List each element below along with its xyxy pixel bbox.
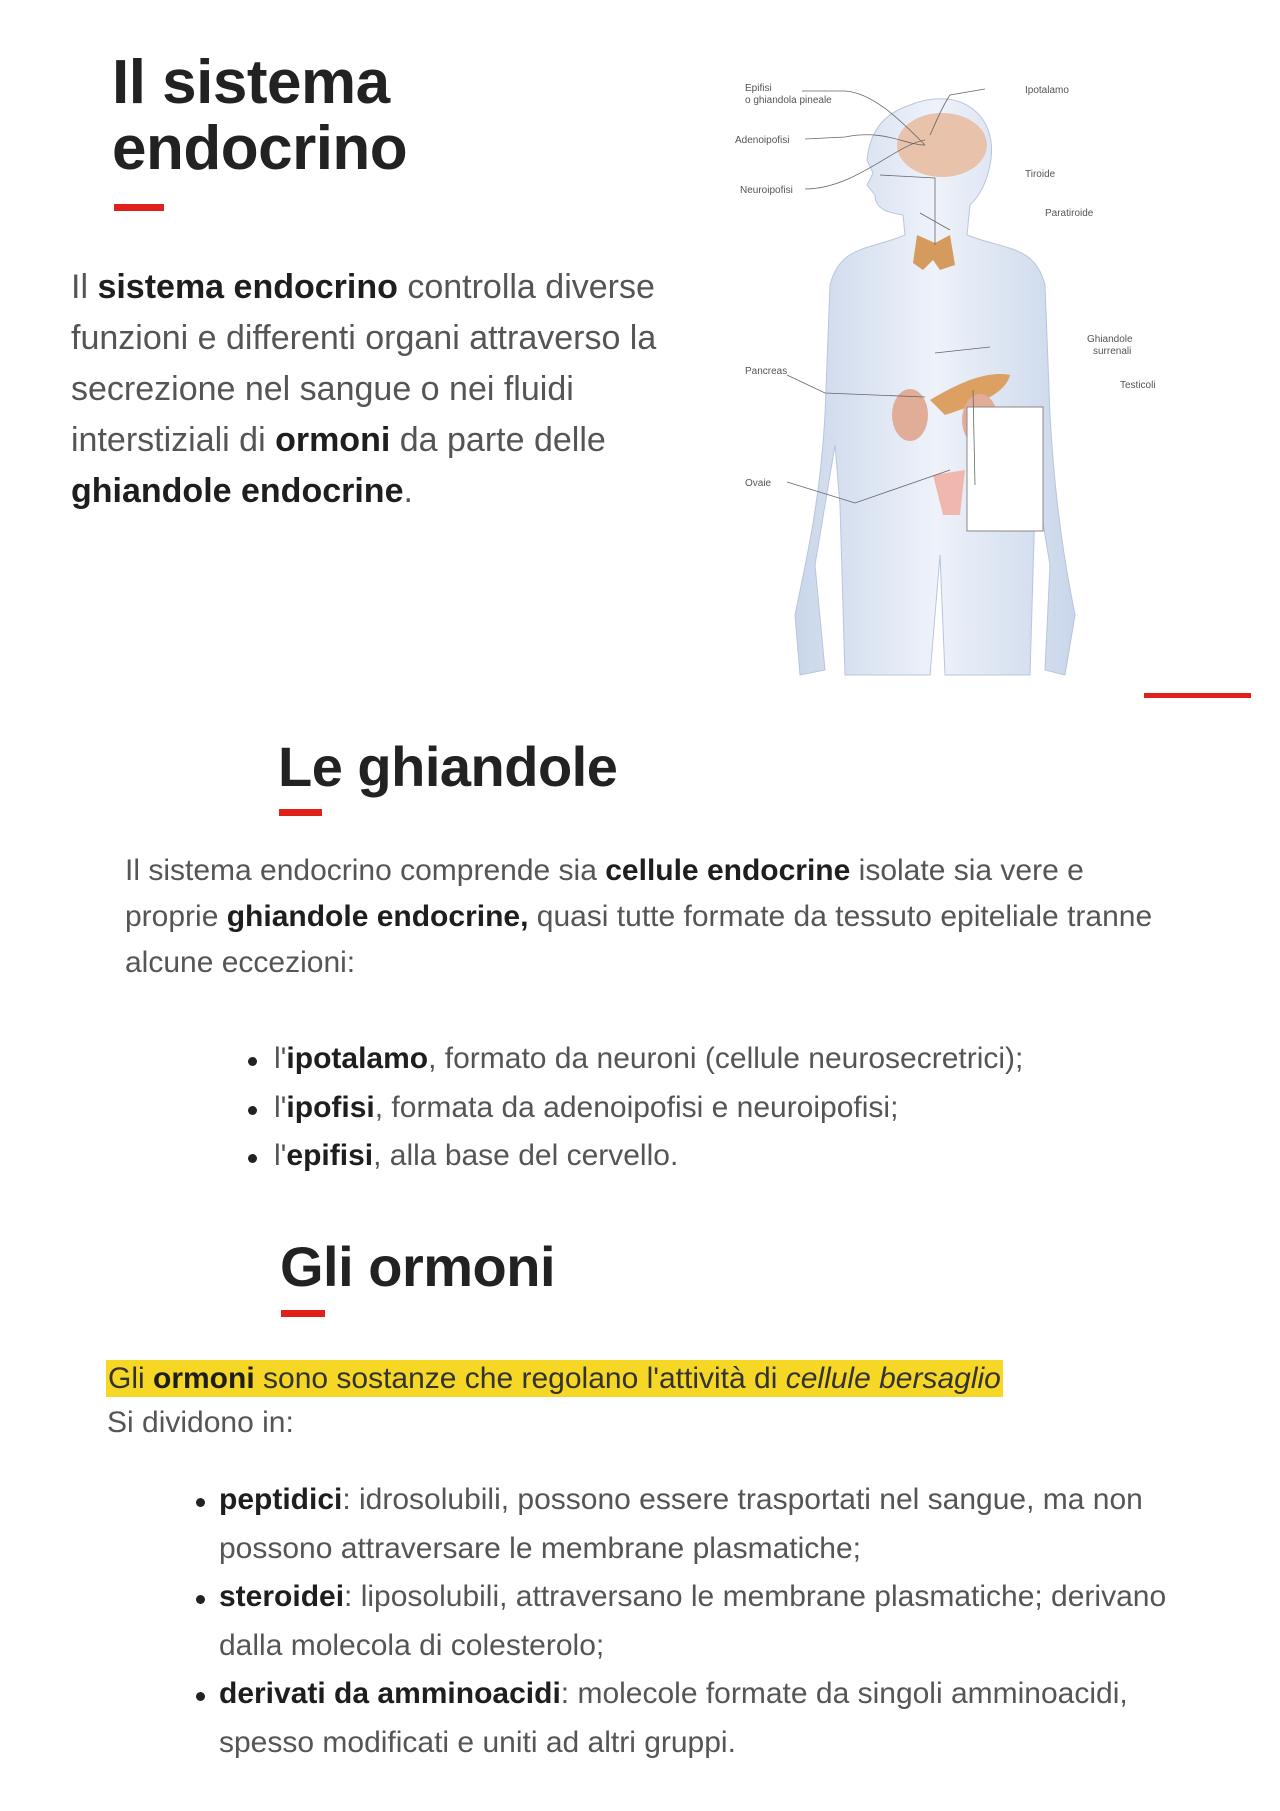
bold-text: ipofisi bbox=[286, 1090, 375, 1124]
list-item bbox=[196, 1670, 1206, 1767]
text: : idrosolubili, possono essere trasportati nel sangue, ma non possono attraversare le membrane plasmatiche; bbox=[219, 1483, 1143, 1565]
list-item bbox=[196, 1573, 1206, 1670]
section-title-ormoni: Gli ormoni bbox=[280, 1235, 555, 1298]
bold-text: ghiandole endocrine, bbox=[226, 900, 529, 933]
page-title bbox=[112, 50, 407, 182]
label-epifisi-2: o ghiandola pineale bbox=[745, 95, 832, 106]
text: sono sostanze che regolano l'attività di bbox=[254, 1362, 786, 1395]
label-epifisi: Epifisi bbox=[745, 83, 772, 94]
bold-text: peptidici bbox=[219, 1483, 343, 1516]
text: da parte delle bbox=[390, 421, 606, 459]
label-ovaie: Ovaie bbox=[745, 478, 772, 489]
list-item bbox=[196, 1476, 1206, 1573]
label-tiroide: Tiroide bbox=[1025, 169, 1056, 180]
text: , formata da adenoipofisi e neuroipofisi; bbox=[374, 1090, 899, 1124]
bold-text: derivati da amminoacidi bbox=[219, 1677, 561, 1710]
bold-text: ipotalamo bbox=[286, 1042, 429, 1075]
bold-text: cellule endocrine bbox=[605, 854, 851, 887]
label-neuroipofisi: Neuroipofisi bbox=[740, 185, 793, 196]
ghiandole-list bbox=[248, 1035, 1023, 1181]
text: , formato da neuroni (cellule neurosecretrici); bbox=[428, 1042, 1024, 1075]
text: , alla base del cervello. bbox=[373, 1139, 679, 1172]
ormoni-accent-bar bbox=[281, 1310, 325, 1317]
bold-text: ormoni bbox=[153, 1362, 255, 1395]
text: : liposolubili, attraversano le membrane plasmatiche; derivano dalla molecola di colesterolo; bbox=[219, 1580, 1167, 1662]
bold-text: steroidei bbox=[219, 1580, 345, 1613]
text: : molecole formate da singoli amminoacidi, spesso modificati e uniti ad altri gruppi. bbox=[219, 1677, 1128, 1759]
intro-paragraph bbox=[71, 262, 691, 517]
endocrine-system-diagram bbox=[735, 83, 1215, 685]
bold-text: sistema endocrino bbox=[97, 268, 398, 306]
bold-text: epifisi bbox=[286, 1139, 374, 1172]
text: isolate sia vere e proprie bbox=[125, 854, 1084, 933]
italic-text: cellule bersaglio bbox=[785, 1362, 1001, 1395]
label-pancreas: Pancreas bbox=[745, 366, 788, 377]
text: l' bbox=[274, 1042, 287, 1075]
list-item bbox=[248, 1035, 1023, 1084]
label-surrenali-1: Ghiandole bbox=[1087, 334, 1133, 345]
label-surrenali-2: surrenali bbox=[1093, 346, 1132, 357]
section-divider bbox=[1144, 693, 1251, 698]
testes-inset bbox=[967, 407, 1043, 531]
text: Il sistema endocrino comprende sia bbox=[125, 854, 606, 887]
ormoni-subtitle: Si dividono in: bbox=[107, 1406, 294, 1439]
title-accent-bar bbox=[114, 204, 164, 211]
bold-text: ormoni bbox=[275, 421, 391, 459]
highlighted-text bbox=[106, 1360, 1003, 1397]
label-adenoipofisi: Adenoipofisi bbox=[735, 135, 790, 146]
bold-text: ghiandole endocrine bbox=[71, 472, 404, 510]
text: l' bbox=[274, 1139, 287, 1172]
text: l' bbox=[274, 1090, 287, 1124]
label-ipotalamo: Ipotalamo bbox=[1025, 85, 1069, 96]
list-item bbox=[248, 1084, 1023, 1133]
ghiandole-accent-bar bbox=[279, 809, 322, 816]
text: controlla diverse funzioni e differenti organi attraverso la secrezione nel sangue o nei fluidi interstiziali di bbox=[71, 268, 657, 459]
ormoni-list bbox=[196, 1476, 1206, 1767]
text: quasi tutte formate da tessuto epiteliale tranne alcune eccezioni: bbox=[125, 900, 1153, 979]
label-testicoli: Testicoli bbox=[1120, 380, 1156, 391]
text: Gli bbox=[108, 1362, 153, 1395]
title-line-2: endocrino bbox=[112, 114, 408, 183]
text: . bbox=[403, 472, 413, 510]
title-line-1: Il sistema bbox=[112, 48, 390, 117]
ghiandole-paragraph bbox=[125, 848, 1165, 986]
list-item bbox=[248, 1132, 1023, 1181]
section-title-ghiandole: Le ghiandole bbox=[278, 735, 618, 798]
ormoni-definition bbox=[106, 1357, 1003, 1401]
label-paratiroide: Paratiroide bbox=[1045, 208, 1094, 219]
text: Il bbox=[71, 268, 98, 306]
